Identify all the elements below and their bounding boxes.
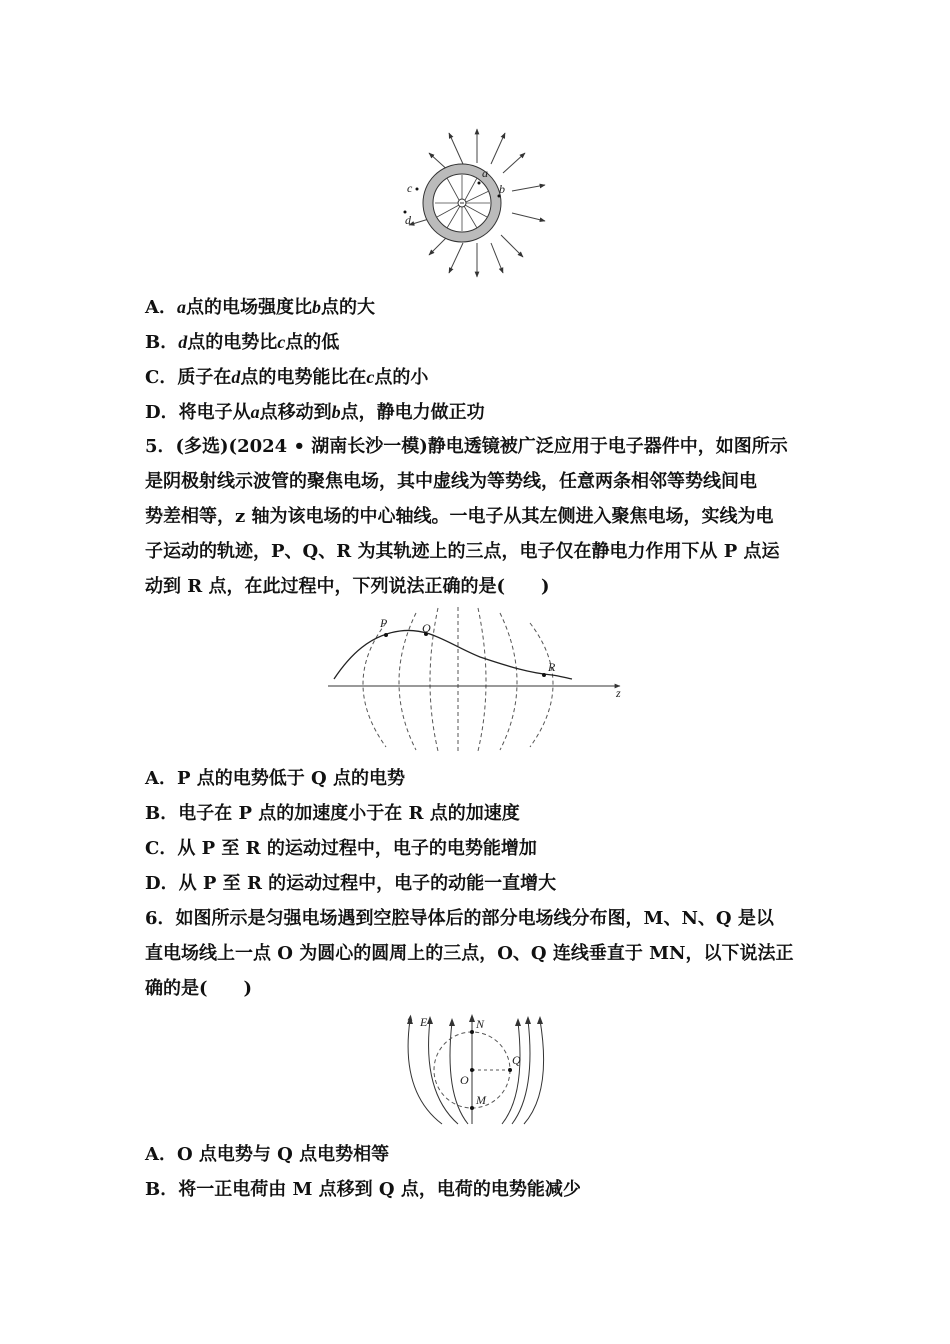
var: a (176, 297, 186, 317)
option-text: 将电子从 (178, 402, 251, 423)
label-a: a (482, 166, 488, 180)
q5-stem-line: 是阴极射线示波管的聚焦电场，其中虚线为等势线，任意两条相邻等势线间电 (145, 471, 757, 492)
q5-option-d: D．从 P 至 R 的运动过程中，电子的动能一直增大 (145, 873, 557, 894)
label-c: c (407, 181, 413, 195)
var: a (250, 402, 260, 422)
option-text: 点的低 (285, 332, 340, 353)
var: c (277, 332, 286, 352)
q5-stem-line: 势差相等，z 轴为该电场的中心轴线。一电子从其左侧进入聚焦电场，实线为电 (145, 506, 774, 527)
option-text: 点，静电力做正功 (340, 402, 485, 423)
q5-stem-line: 5．(多选)(2024 • 湖南长沙一模)静电透镜被广泛应用于电子器件中，如图所示 (145, 436, 788, 457)
q4-option-c (145, 362, 810, 393)
q4-option-d (145, 397, 810, 428)
q5-option-a: A．P 点的电势低于 Q 点的电势 (145, 768, 405, 789)
q6-stem-line: 确的是( ) (145, 978, 253, 999)
option-letter: D． (145, 402, 179, 423)
q6-option-b: B．将一正电荷由 M 点移到 Q 点，电荷的电势能减少 (145, 1179, 581, 1200)
option-letter: B． (145, 332, 179, 353)
label-r: R (548, 660, 556, 674)
label-z: z (616, 686, 621, 700)
q5-stem-line: 动到 R 点，在此过程中，下列说法正确的是( ) (145, 576, 550, 597)
q6-stem-line: 6．如图所示是匀强电场遇到空腔导体后的部分电场线分布图，M、N、Q 是以 (145, 908, 774, 929)
label-p: P (380, 616, 388, 630)
label-d: d (405, 213, 411, 227)
figure-ring-conductor (395, 125, 560, 280)
q4-option-a (145, 292, 810, 323)
option-text: 点的电势比 (187, 332, 278, 353)
var: d (178, 332, 188, 352)
label-e: E (420, 1015, 428, 1029)
var: b (331, 402, 341, 422)
figure-electrostatic-lens (320, 605, 630, 753)
label-b: b (499, 182, 505, 196)
label-m: M (476, 1093, 486, 1107)
var: c (366, 367, 375, 387)
var: d (231, 367, 241, 387)
label-q6: Q (512, 1053, 521, 1067)
q6-option-a: A．O 点电势与 Q 点电势相等 (145, 1144, 390, 1165)
option-text: 点的大 (320, 297, 375, 318)
q6-stem-line: 直电场线上一点 O 为圆心的圆周上的三点，O、Q 连线垂直于 MN，以下说法正 (145, 943, 794, 964)
var: b (311, 297, 321, 317)
q5-option-c: C．从 P 至 R 的运动过程中，电子的电势能增加 (145, 838, 537, 859)
q5-stem-line: 子运动的轨迹，P、Q、R 为其轨迹上的三点，电子仅在静电力作用下从 P 点运 (145, 541, 780, 562)
option-text: 点的小 (374, 367, 429, 388)
q4-option-b (145, 327, 810, 358)
option-letter: A． (145, 297, 177, 318)
option-letter: C． (145, 367, 178, 388)
label-q: Q (422, 621, 431, 635)
label-n: N (476, 1017, 485, 1031)
option-text: 点的电场强度比 (185, 297, 312, 318)
option-text: 质子在 (177, 367, 232, 388)
option-text: 点的电势能比在 (240, 367, 367, 388)
q5-option-b: B．电子在 P 点的加速度小于在 R 点的加速度 (145, 803, 520, 824)
figure-cavity-field (400, 1012, 550, 1132)
label-o: O (460, 1073, 469, 1087)
option-text: 点移动到 (259, 402, 332, 423)
